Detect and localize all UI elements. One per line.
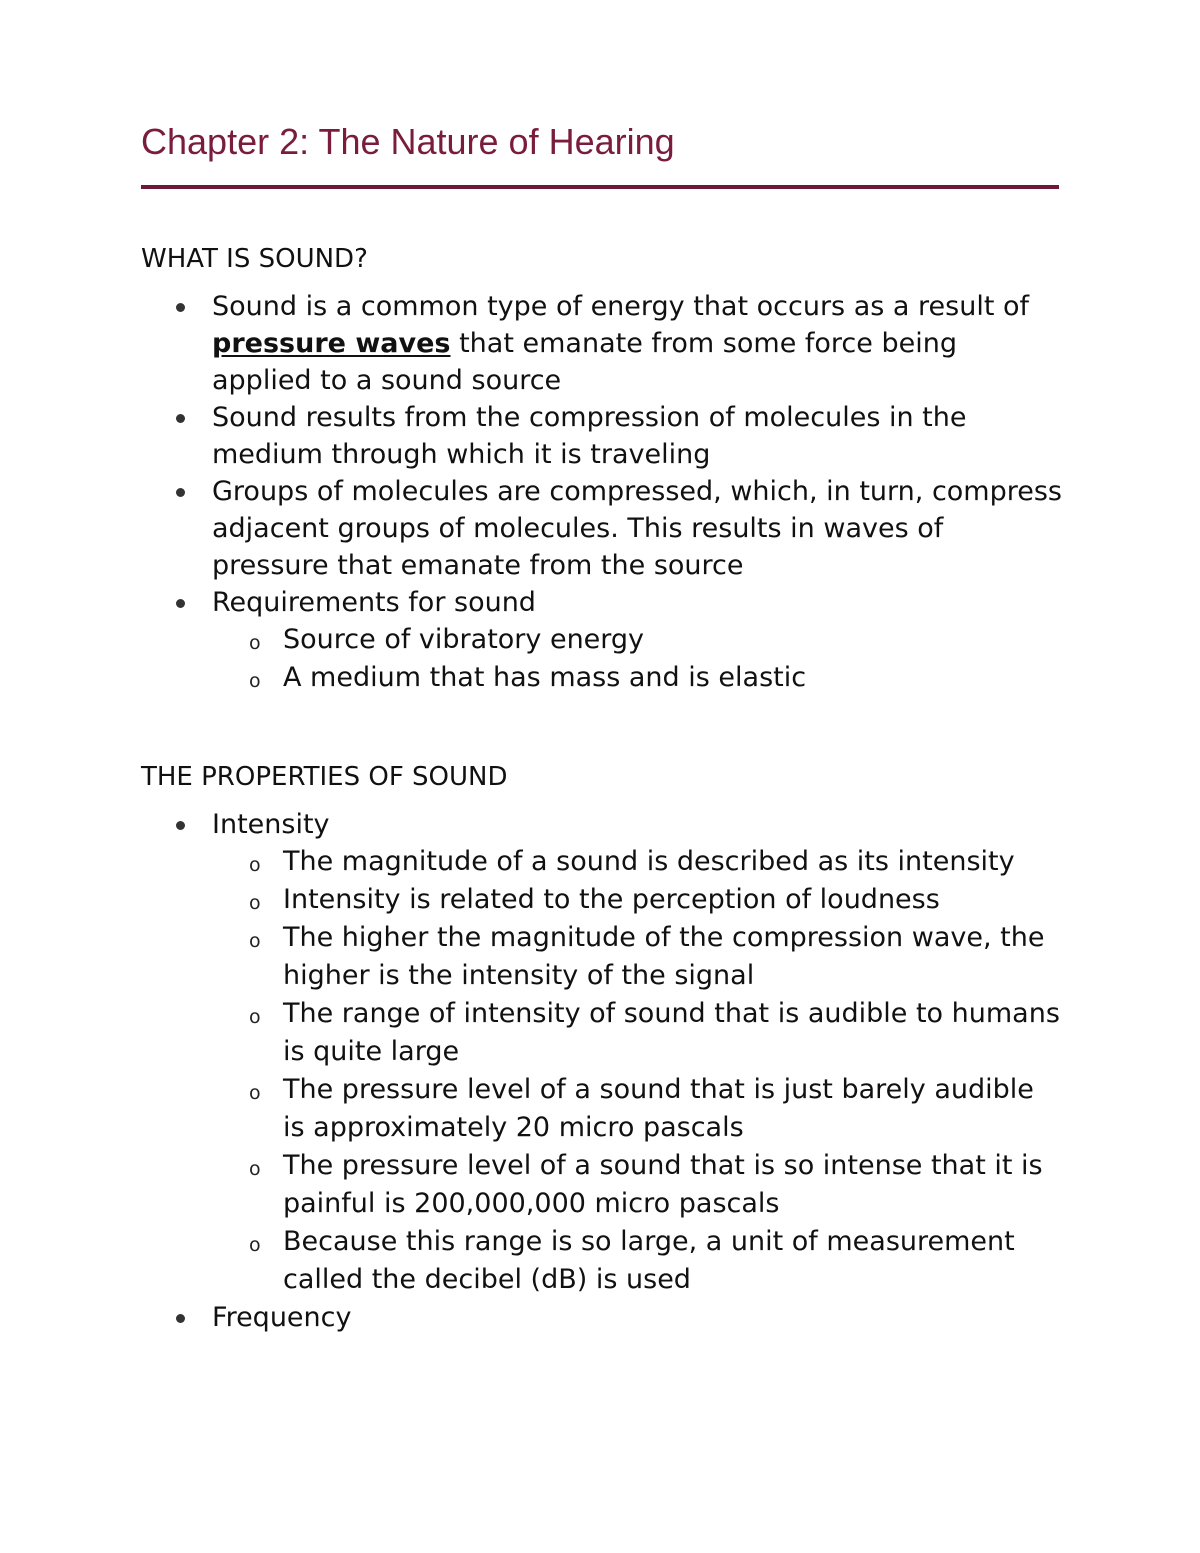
list-item (0, 288, 1062, 399)
sub-list-item-text: Because this range is so large, a unit of measurement called the decibel (dB) is used (283, 1226, 1015, 1295)
sub-list-item-text: The pressure level of a sound that is so intense that it is painful is 200,000,000 micro pascals (283, 1150, 1043, 1219)
circle-bullet-icon: o (249, 930, 261, 952)
bullet-list-properties-of-sound (0, 806, 1200, 1336)
sub-list-item (212, 1147, 1063, 1223)
list-item (0, 806, 1062, 1299)
title-divider (141, 185, 1059, 189)
sub-list-item (212, 919, 1063, 995)
bullet-dot-icon (176, 1314, 185, 1323)
sub-list-item-text: The pressure level of a sound that is just barely audible is approximately 20 micro pascals (283, 1074, 1034, 1143)
list-item-text: Intensity (212, 809, 330, 840)
sub-list-item-text: The magnitude of a sound is described as its intensity (283, 846, 1015, 877)
circle-bullet-icon: o (249, 854, 261, 876)
circle-bullet-icon: o (249, 670, 261, 692)
circle-bullet-icon: o (249, 1006, 261, 1028)
list-item (0, 473, 1062, 584)
bullet-dot-icon (176, 821, 185, 830)
list-item (0, 1299, 1062, 1336)
list-item-text: Requirements for sound (212, 587, 536, 618)
bullet-list-what-is-sound (0, 288, 1200, 697)
circle-bullet-icon: o (249, 1158, 261, 1180)
sub-list (212, 843, 1062, 1299)
section-heading-what-is-sound: WHAT IS SOUND? (141, 244, 368, 274)
key-term: pressure waves (212, 328, 451, 359)
page-title: Chapter 2: The Nature of Hearing (141, 121, 675, 162)
list-item (0, 399, 1062, 473)
sub-list-item (212, 621, 1063, 659)
list-item-text: Sound is a common type of energy that occurs as a result of (212, 291, 1030, 322)
sub-list-item (212, 659, 1063, 697)
bullet-dot-icon (176, 599, 185, 608)
sub-list-item-text: Intensity is related to the perception of loudness (283, 884, 940, 915)
circle-bullet-icon: o (249, 632, 261, 654)
sub-list-item (212, 1223, 1063, 1299)
list-item-text: that emanate from some force being applied to a sound source (212, 328, 957, 396)
sub-list-item-text: Source of vibratory energy (283, 624, 645, 655)
list-item-text: Groups of molecules are compressed, which, in turn, compress adjacent groups of molecules. This results in waves of pressure that emanate from the source (212, 476, 1062, 581)
sub-list-item-text: A medium that has mass and is elastic (283, 662, 807, 693)
list-item (0, 584, 1062, 697)
sub-list-item (212, 881, 1063, 919)
bullet-dot-icon (176, 414, 185, 423)
sub-list-item-text: The higher the magnitude of the compression wave, the higher is the intensity of the signal (283, 922, 1045, 991)
bullet-dot-icon (176, 303, 185, 312)
list-item-text: Frequency (212, 1302, 352, 1333)
circle-bullet-icon: o (249, 1234, 261, 1256)
sub-list (212, 621, 1062, 697)
sub-list-item (212, 995, 1063, 1071)
sub-list-item-text: The range of intensity of sound that is audible to humans is quite large (283, 998, 1060, 1067)
list-item-text: Sound results from the compression of molecules in the medium through which it is traveling (212, 402, 967, 470)
bullet-dot-icon (176, 488, 185, 497)
sub-list-item (212, 1071, 1063, 1147)
circle-bullet-icon: o (249, 1082, 261, 1104)
section-heading-properties-of-sound: THE PROPERTIES OF SOUND (141, 762, 508, 792)
circle-bullet-icon: o (249, 892, 261, 914)
sub-list-item (212, 843, 1063, 881)
